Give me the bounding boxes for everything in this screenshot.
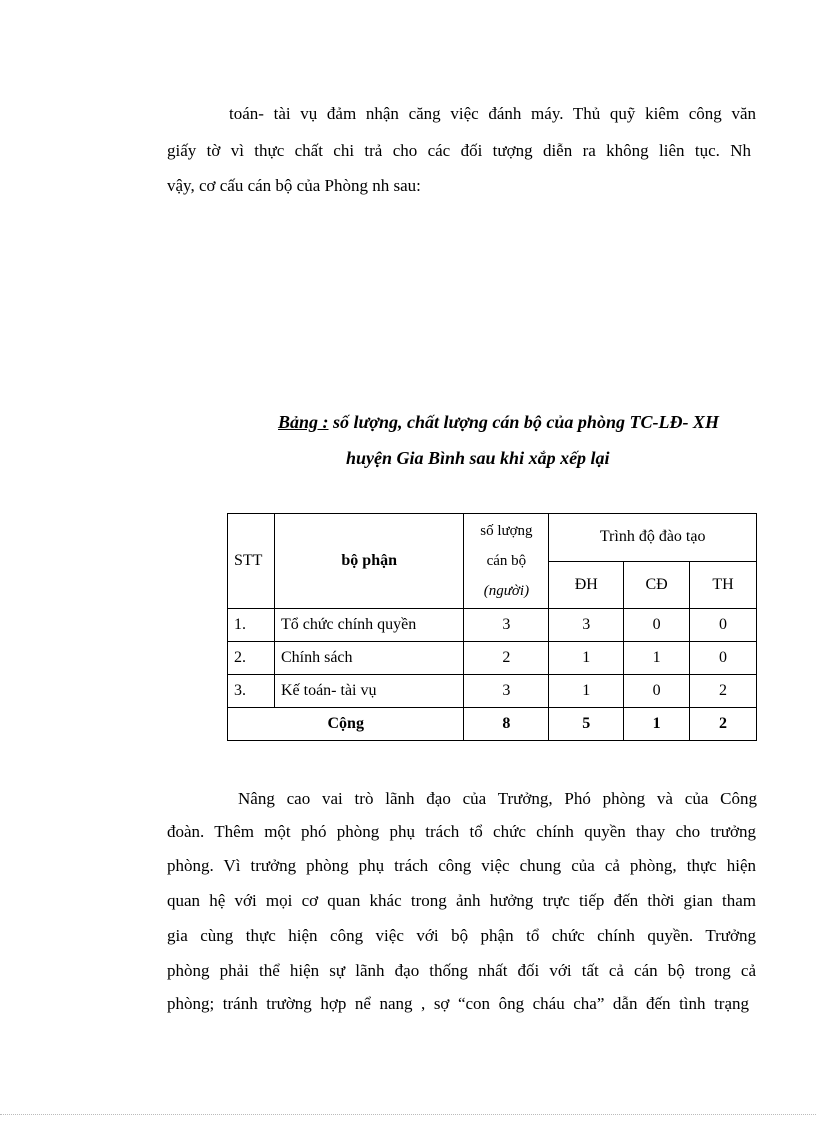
header-stt: STT <box>228 514 275 609</box>
header-count-line2: cán bộ <box>486 553 527 569</box>
table-caption-line2: huyện Gia Bình sau khi xắp xếp lại <box>346 448 610 468</box>
paragraph2-line1: Nâng cao vai trò lãnh đạo của Trưởng, Phó phòng và của Công <box>238 789 757 808</box>
header-training: Trình độ đào tạo <box>549 514 757 562</box>
row-count: 2 <box>464 642 549 675</box>
paragraph2-line7: phòng; tránh trường hợp nể nang , sợ “con ông cháu cha” dẫn đến tình trạng <box>167 994 749 1013</box>
row-department: Tổ chức chính quyền <box>274 609 463 642</box>
row-th: 0 <box>690 609 757 642</box>
row-stt: 3. <box>228 675 275 708</box>
paragraph2-line5: gia cùng thực hiện công việc với bộ phận tổ chức chính quyền. Trưởng <box>167 926 756 945</box>
row-dh: 1 <box>549 675 624 708</box>
table-caption-line1 <box>278 412 719 433</box>
header-th: TH <box>690 561 757 609</box>
total-count: 8 <box>464 708 549 741</box>
paragraph1-line1: toán- tài vụ đảm nhận căng việc đánh máy. Thủ quỹ kiêm công văn <box>229 104 756 123</box>
total-dh: 5 <box>549 708 624 741</box>
header-count-unit: (người) <box>483 583 530 599</box>
row-department: Chính sách <box>274 642 463 675</box>
total-cd: 1 <box>624 708 690 741</box>
staff-table <box>227 513 757 741</box>
paragraph1-line2: giấy tờ vì thực chất chi trả cho các đối tượng diễn ra không liên tục. Nh <box>167 141 751 160</box>
paragraph2-line2: đoàn. Thêm một phó phòng phụ trách tổ chức chính quyền thay cho trưởng <box>167 822 756 841</box>
paragraph2-line6: phòng phải thể hiện sự lãnh đạo thống nhất đối với tất cả cán bộ trong cả <box>167 961 756 980</box>
paragraph2-line4: quan hệ với mọi cơ quan khác trong ảnh hưởng trực tiếp đến thời gian tham <box>167 891 756 910</box>
row-count: 3 <box>464 609 549 642</box>
total-th: 2 <box>690 708 757 741</box>
row-cd: 0 <box>624 675 690 708</box>
row-dh: 3 <box>549 609 624 642</box>
header-count-line1: số lượng <box>480 523 533 539</box>
table-header-row <box>228 514 757 562</box>
row-dh: 1 <box>549 642 624 675</box>
paragraph2-line3: phòng. Vì trưởng phòng phụ trách công việc chung của cả phòng, thực hiện <box>167 856 756 875</box>
total-label: Cộng <box>228 708 464 741</box>
header-count <box>464 514 549 609</box>
header-department: bộ phận <box>274 514 463 609</box>
table-total-row <box>228 708 757 741</box>
table-caption-title: số lượng, chất lượng cán bộ của phòng TC-LĐ- XH <box>328 412 719 432</box>
row-stt: 2. <box>228 642 275 675</box>
page-edge-divider <box>0 1114 816 1115</box>
row-stt: 1. <box>228 609 275 642</box>
row-th: 2 <box>690 675 757 708</box>
row-th: 0 <box>690 642 757 675</box>
row-cd: 1 <box>624 642 690 675</box>
header-dh: ĐH <box>549 561 624 609</box>
paragraph1-line3: vậy, cơ cấu cán bộ của Phòng nh sau: <box>167 176 421 195</box>
table-row <box>228 675 757 708</box>
row-count: 3 <box>464 675 549 708</box>
table-row <box>228 609 757 642</box>
row-cd: 0 <box>624 609 690 642</box>
table-caption-prefix: Bảng : <box>278 412 329 432</box>
row-department: Kế toán- tài vụ <box>274 675 463 708</box>
table-row <box>228 642 757 675</box>
header-cd: CĐ <box>624 561 690 609</box>
